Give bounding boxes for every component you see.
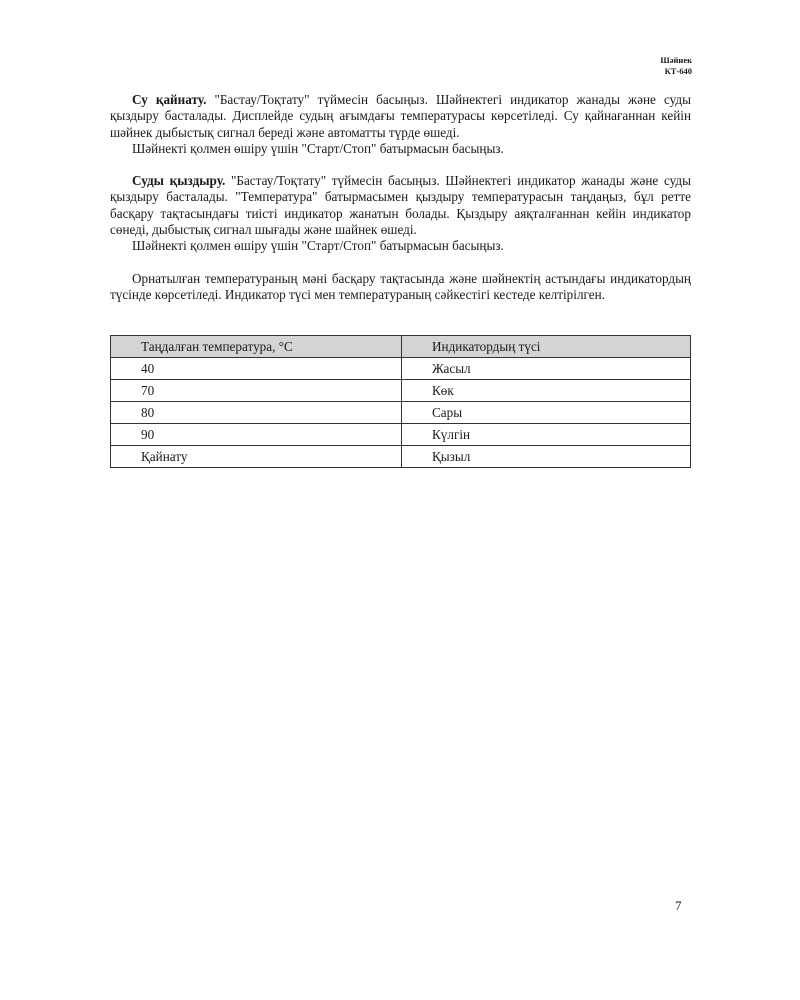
table-row (111, 380, 691, 402)
info-paragraph: Орнатылған температураның мәні басқару тақтасында және шәйнектің астындағы индикатордың түсінде көрсетіледі. Индикатор түсі мен температураның сәйкестігі кестеде келтірілген. (110, 270, 691, 302)
color-cell: Сары (402, 402, 691, 424)
heat-paragraph (110, 173, 691, 238)
header-product-name: Шәйнек (660, 55, 692, 65)
heat-text: "Бастау/Тоқтату" түймесін басыңыз. Шәйнектегі индикатор жанады және суды қыздыру басталады. "Температура" батырмасымен қыздыру температурасын таңдаңыз, бұл ретте басқару тақтасындағы тиісті индикатор жанатын болады. Қыздыру аяқталғаннан кейін индикатор сөнеді, дыбыстық сигнал шығады және шайнек өшеді. (110, 173, 692, 238)
temperature-cell: 40 (111, 358, 402, 380)
heat-note: Шәйнекті қолмен өшіру үшін "Старт/Стоп" батырмасын басыңыз. (132, 238, 504, 254)
table-header-row (111, 336, 691, 358)
color-cell: Қызыл (402, 446, 691, 468)
temperature-cell: 80 (111, 402, 402, 424)
temperature-cell: Қайнату (111, 446, 402, 468)
table-row (111, 358, 691, 380)
temperature-cell: 90 (111, 424, 402, 446)
color-cell: Жасыл (402, 358, 691, 380)
color-cell: Көк (402, 380, 691, 402)
table-row (111, 402, 691, 424)
table-row (111, 424, 691, 446)
page-number: 7 (675, 898, 682, 913)
document-body (110, 92, 691, 303)
temperature-cell: 70 (111, 380, 402, 402)
boil-note: Шәйнекті қолмен өшіру үшін "Старт/Стоп" батырмасын басыңыз. (132, 140, 504, 156)
header-temperature: Таңдалған температура, °С (111, 336, 402, 358)
header-model-code: КТ-640 (664, 66, 692, 76)
color-cell: Күлгін (402, 424, 691, 446)
boil-text: "Бастау/Тоқтату" түймесін басыңыз. Шәйнектегі индикатор жанады және суды қыздыру басталады. Дисплейде судың ағымдағы температурасы көрсетіледі. Су қайнағаннан кейін шәйнек дыбыстық сигнал береді және автоматты түрде өшеді. (110, 92, 691, 140)
table-row (111, 446, 691, 468)
boil-paragraph (110, 92, 691, 141)
temperature-color-table (110, 335, 691, 468)
heat-title: Суды қыздыру. (132, 173, 226, 189)
header-indicator-color: Индикатордың түсі (402, 336, 691, 358)
boil-title: Су қайнату. (132, 92, 207, 107)
document-header (660, 55, 692, 77)
